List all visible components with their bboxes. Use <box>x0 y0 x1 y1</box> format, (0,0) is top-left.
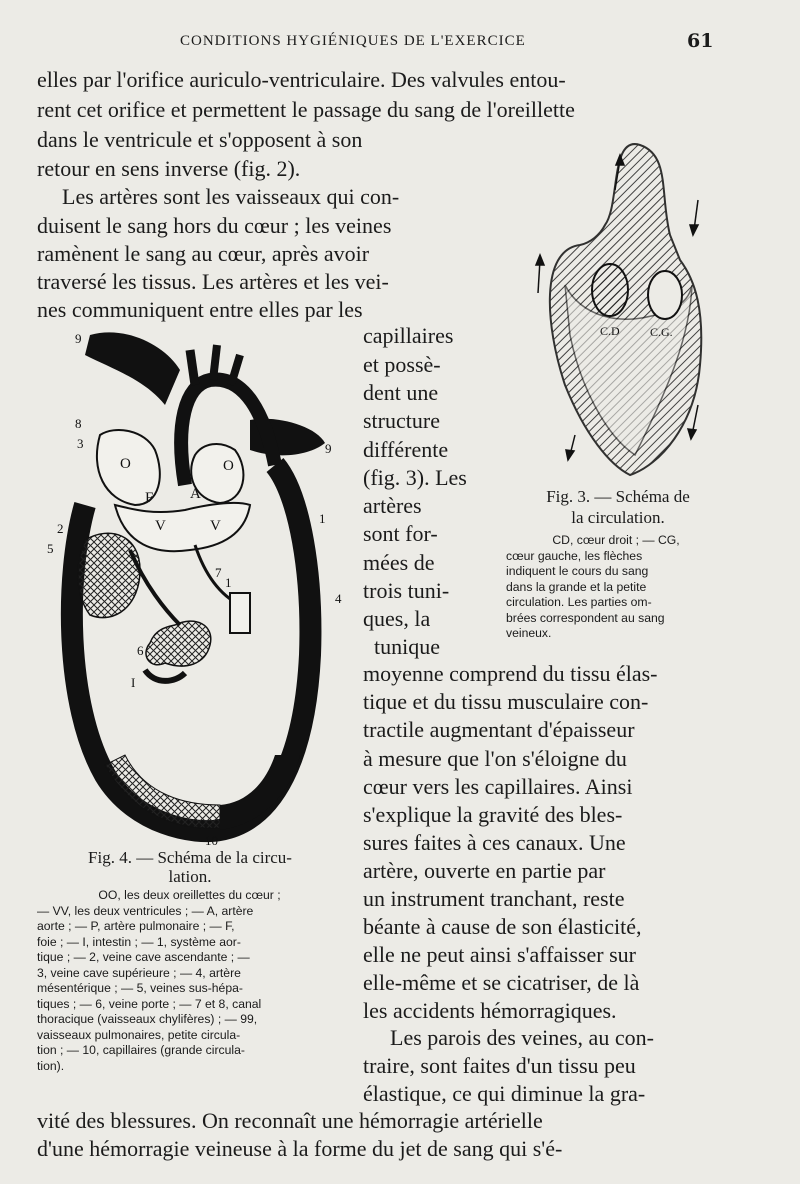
label-6: 6 <box>137 643 144 658</box>
label-cd: C.D <box>600 324 620 338</box>
text-line: un instrument tranchant, reste <box>363 886 625 911</box>
text-line: elle-même et se cicatriser, de là <box>363 970 640 995</box>
right-chamber <box>648 271 682 319</box>
liver <box>78 533 140 617</box>
text-line: structure <box>363 408 440 433</box>
caption-line: tion). <box>37 1058 65 1073</box>
caption-title-line: Fig. 4. — Schéma de la circu- <box>88 848 292 867</box>
caption-line: dans la grande et la petite <box>506 579 647 594</box>
text-line: s'explique la gravité des bles- <box>363 802 623 827</box>
label-9-top: 9 <box>75 331 82 346</box>
caption-line: tiques ; — 6, veine porte ; — 7 et 8, canal <box>37 996 262 1011</box>
label-v-left: V <box>155 518 166 534</box>
text-line: trois tuni- <box>363 578 450 603</box>
text-line: traire, sont faites d'un tissu peu <box>363 1053 636 1078</box>
label-4: 4 <box>335 591 342 606</box>
text-line: traversé les tissus. Les artères et les vei- <box>37 269 389 294</box>
caption-line: brées correspondent au sang <box>506 610 665 625</box>
caption-line: foie ; — I, intestin ; — 1, système aor- <box>37 934 241 949</box>
text-line: Les parois des veines, au con- <box>390 1025 654 1050</box>
label-2: 2 <box>57 521 64 536</box>
text-line: artères <box>363 493 422 518</box>
caption-title-line: Fig. 3. — Schéma de <box>546 487 690 506</box>
text-line: (fig. 3). Les <box>363 465 467 490</box>
label-5: 5 <box>47 541 54 556</box>
caption-line: tique ; — 2, veine cave ascendante ; — <box>37 950 250 964</box>
label-i: I <box>131 675 136 690</box>
text-line: capillaires <box>363 323 454 348</box>
figure-4-caption-title <box>35 848 345 886</box>
text-line: cœur vers les capillaires. Ainsi <box>363 774 633 799</box>
text-line: d'une hémorragie veineuse à la forme du jet de sang qui s'é- <box>37 1136 563 1161</box>
left-chamber <box>592 264 628 316</box>
caption-line: 3, veine cave supérieure ; — 4, artère <box>37 965 241 980</box>
label-3: 3 <box>77 436 84 451</box>
label-f: F <box>145 490 154 506</box>
label-1-right: 1 <box>319 511 326 526</box>
page-number: 61 <box>687 30 714 52</box>
caption-line: mésentérique ; — 5, veines sus-hépa- <box>37 981 243 995</box>
text-line: elles par l'orifice auriculo-ventriculaire. Des valvules entou- <box>37 67 566 92</box>
text-line: elle ne peut ainsi s'affaisser sur <box>363 942 636 967</box>
text-line: mées de <box>363 550 435 575</box>
label-10: 10 <box>205 833 218 848</box>
text-line: tique et du tissu musculaire con- <box>363 689 649 714</box>
intestine <box>146 621 211 666</box>
label-9-right: 9 <box>325 441 332 456</box>
figure-3-illustration <box>520 135 720 480</box>
text-line: Les artères sont les vaisseaux qui con- <box>62 184 400 209</box>
text-line: rent cet orifice et permettent le passage du sang de l'oreillette <box>37 97 575 122</box>
caption-line: aorte ; — P, artère pulmonaire ; — F, <box>37 919 235 933</box>
text-line: différente <box>363 437 449 462</box>
caption-line: vaisseaux pulmonaires, petite circula- <box>37 1027 241 1042</box>
text-line: duisent le sang hors du cœur ; les veines <box>37 213 392 238</box>
text-line: nes communiquent entre elles par les <box>37 297 363 322</box>
text-line: tractile augmentant d'épaisseur <box>363 717 635 742</box>
text-line: sures faites à ces canaux. Une <box>363 830 626 855</box>
text-line: ramènent le sang au cœur, après avoir <box>37 241 370 266</box>
label-o-left: O <box>120 456 131 472</box>
figure-4-illustration <box>45 325 345 850</box>
caption-line: — VV, les deux ventricules ; — A, artère <box>37 903 254 918</box>
text-line: les accidents hémorragiques. <box>363 998 617 1023</box>
label-1-mid: 1 <box>225 575 232 590</box>
text-line: moyenne comprend du tissu élas- <box>363 661 658 686</box>
caption-line: OO, les deux oreillettes du cœur ; <box>98 888 281 902</box>
text-line: béante à cause de son élasticité, <box>363 914 642 939</box>
label-7: 7 <box>215 565 222 580</box>
label-8: 8 <box>75 416 82 431</box>
caption-line: thoracique (vaisseaux chylifères) ; — 99, <box>37 1012 258 1026</box>
caption-line: veineux. <box>506 626 552 640</box>
text-line: vité des blessures. On reconnaît une hémorragie artérielle <box>37 1108 543 1133</box>
pulmonary-vessels <box>85 332 180 405</box>
label-o-right: O <box>223 458 234 474</box>
text-line: tunique <box>374 634 440 659</box>
text-line: sont for- <box>363 521 438 546</box>
caption-title-line: la circulation. <box>571 508 665 527</box>
figure-3-caption-body <box>506 533 726 642</box>
label-cg: C.G. <box>650 325 673 339</box>
text-line: élastique, ce qui diminue la gra- <box>363 1081 646 1106</box>
figure-3-caption-title <box>508 486 728 528</box>
label-a: A <box>190 486 201 502</box>
text-line: retour en sens inverse (fig. 2). <box>37 156 301 181</box>
text-line: à mesure que l'on s'éloigne du <box>363 746 627 771</box>
text-line: dent une <box>363 380 439 405</box>
label-v-right: V <box>210 518 221 534</box>
caption-line: cœur gauche, les flèches <box>506 548 643 563</box>
text-line: dans le ventricule et s'opposent à son <box>37 127 363 152</box>
caption-title-line: lation. <box>168 867 212 886</box>
text-line: ques, la <box>363 606 431 631</box>
text-line: et possè- <box>363 352 441 377</box>
caption-line: CD, cœur droit ; — CG, <box>552 533 680 547</box>
running-title: CONDITIONS HYGIÉNIQUES DE L'EXERCICE <box>180 33 526 49</box>
caption-line: indiquent le cours du sang <box>506 564 649 578</box>
caption-line: circulation. Les parties om- <box>506 595 652 609</box>
figure-4-caption-body <box>37 888 342 1074</box>
caption-line: tion ; — 10, capillaires (grande circula- <box>37 1043 245 1057</box>
ventricles <box>115 503 250 551</box>
text-line: artère, ouverte en partie par <box>363 858 606 883</box>
